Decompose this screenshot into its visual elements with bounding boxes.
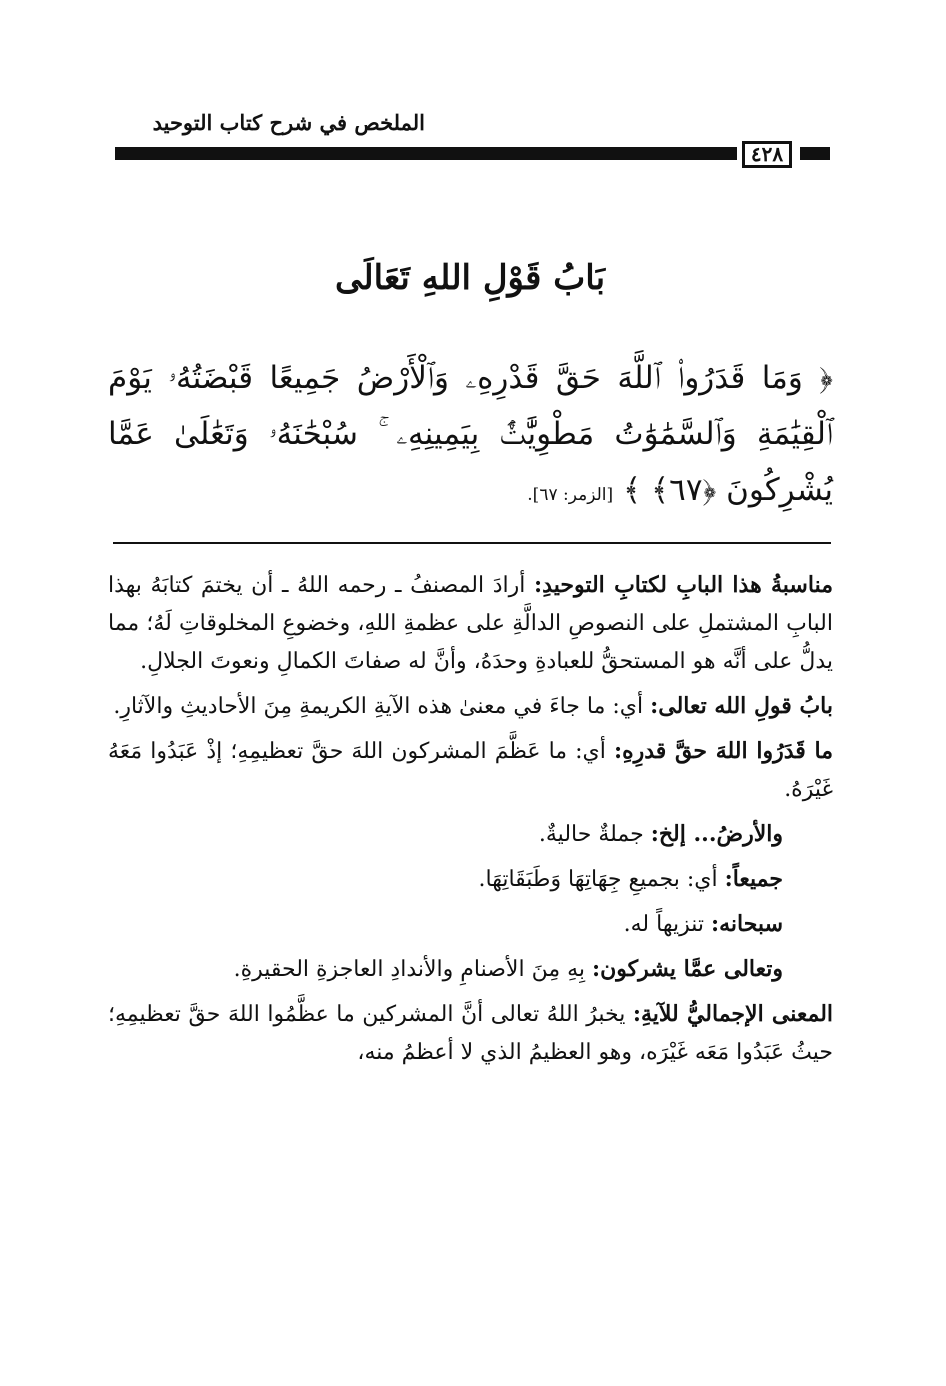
commentary-text: بِهِ مِنَ الأصنامِ والأندادِ العاجزةِ الحقيرةِ. bbox=[233, 957, 586, 982]
commentary-text: أرادَ المصنفُ ـ رحمه اللهُ ـ أن يختمَ كتابَهُ بهذا البابِ المشتملِ على النصوصِ الدالَّةِ على عظمةِ اللهِ، وخضوعِ المخلوقاتِ لَهُ؛ مما يدلُّ على أنَّه هو المستحقُّ للعبادةِ وحدَهُ، وأنَّ له صفاتَ الكمالِ ونعوتَ الجلالِ. bbox=[108, 573, 833, 674]
commentary-lead: سبحانه: bbox=[710, 911, 783, 937]
commentary-lead: جميعاً: bbox=[724, 866, 783, 892]
verse-text: ﴿ وَمَا قَدَرُوا۟ ٱللَّهَ حَقَّ قَدْرِهِۦ وَٱلْأَرْضُ جَمِيعًا قَبْضَتُهُۥ يَوْمَ ٱلْقِيَٰمَةِ وَٱلسَّمَٰوَٰتُ مَطْوِيَّٰتٌۢ بِيَمِينِهِۦ ۚ سُبْحَٰنَهُۥ وَتَعَٰلَىٰ عَمَّا يُشْرِكُونَ ﴿٦٧﴾ ﴾ bbox=[108, 360, 833, 508]
header-rule bbox=[115, 147, 737, 160]
commentary-lead: ما قَدَرُوا اللهَ حقَّ قدرِهِ: bbox=[613, 738, 833, 764]
commentary-paragraph bbox=[108, 815, 833, 854]
commentary-paragraph bbox=[108, 732, 833, 809]
commentary-paragraph bbox=[108, 950, 833, 989]
commentary-text: أي: بجميعِ جِهَاتِهَا وَطَبَقَاتِهَا. bbox=[478, 867, 718, 892]
chapter-title: بَابُ قَوْلِ اللهِ تَعَالَى bbox=[334, 258, 606, 298]
book-title: الملخص في شرح كتاب التوحيد bbox=[152, 110, 425, 135]
verse-reference: [الزمر: ٦٧]. bbox=[527, 485, 614, 505]
commentary-lead: مناسبةُ هذا البابِ لكتابِ التوحيدِ: bbox=[534, 572, 833, 598]
commentary bbox=[108, 566, 833, 1078]
commentary-text: أي: ما عَظَّمَ المشركون اللهَ حقَّ تعظيمِهِ؛ إذْ عَبَدُوا مَعَهُ غَيْرَهُ. bbox=[108, 739, 833, 802]
commentary-text: أي: ما جاءَ في معنىٰ هذه الآيةِ الكريمةِ مِنَ الأحاديثِ والآثارِ. bbox=[113, 694, 644, 719]
page-number: ٤٢٨ bbox=[742, 141, 792, 168]
section-divider bbox=[113, 542, 831, 544]
commentary-lead: وتعالى عمَّا يشركون: bbox=[592, 956, 783, 982]
commentary-text: جملةٌ حاليةٌ. bbox=[538, 822, 644, 847]
commentary-lead: المعنى الإجماليُّ للآيةِ: bbox=[632, 1001, 834, 1027]
commentary-lead: والأرضُ... إلخ: bbox=[650, 821, 783, 847]
commentary-lead: بابُ قولِ الله تعالى: bbox=[650, 693, 833, 719]
header-rule-right bbox=[800, 147, 830, 160]
commentary-text: تنزيهاً له. bbox=[623, 912, 704, 937]
commentary-paragraph bbox=[108, 995, 833, 1072]
commentary-paragraph bbox=[108, 860, 833, 899]
commentary-paragraph bbox=[108, 566, 833, 681]
quran-verse bbox=[108, 350, 833, 523]
commentary-paragraph bbox=[108, 687, 833, 726]
commentary-text: يخبرُ اللهُ تعالى أنَّ المشركين ما عظَّمُوا اللهَ حقَّ تعظيمِهِ؛ حيثُ عَبَدُوا مَعَه غَيْرَه، وهو العظيمُ الذي لا أعظمُ منه، bbox=[108, 1002, 833, 1065]
commentary-paragraph bbox=[108, 905, 833, 944]
